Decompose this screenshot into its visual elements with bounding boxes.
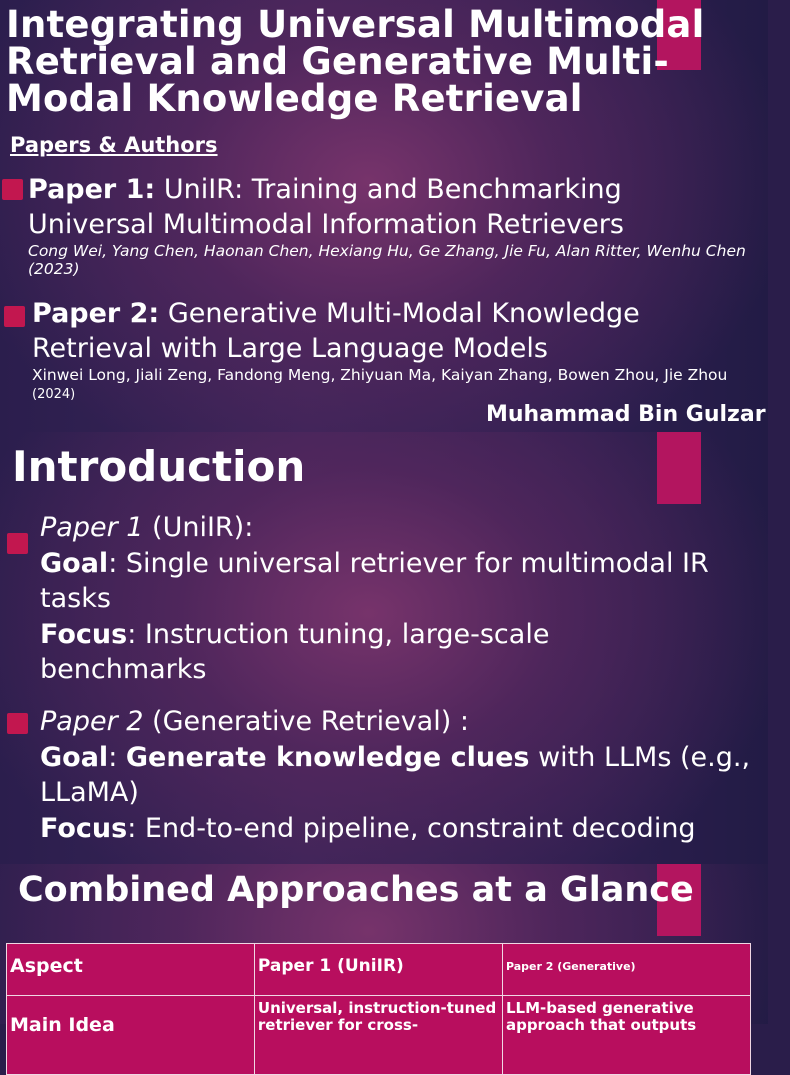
table-cell: LLM-based generative approach that outputs [502, 996, 750, 1075]
table-header-cell: Paper 2 (Generative) [502, 944, 750, 996]
table-cell: Universal, instruction-tuned retriever for cross- [254, 996, 502, 1075]
table-header-cell: Paper 1 (UniIR) [254, 944, 502, 996]
slide-introduction [0, 432, 768, 864]
bullet-square-icon [4, 306, 25, 327]
goal-separator: : [108, 741, 126, 773]
intro-paper-2-name: Paper 2 [40, 706, 144, 737]
paper-1-label: Paper 1: [28, 174, 156, 205]
table-row [7, 996, 751, 1075]
table-header-row [7, 944, 751, 996]
goal-label: Goal [40, 547, 109, 579]
intro-paper-1-focus: : Instruction tuning, large-scale benchmarks [40, 618, 550, 685]
intro-paper-2-desc: (Generative Retrieval) : [143, 706, 469, 737]
intro-item-paper-2 [40, 704, 780, 846]
paper-1-entry [28, 172, 748, 278]
intro-paper-1-name: Paper 1 [40, 512, 144, 543]
paper-2-label: Paper 2: [32, 298, 160, 329]
paper-2-entry [32, 296, 757, 404]
goal-label: Goal [40, 741, 109, 773]
combined-approaches-title: Combined Approaches at a Glance [18, 870, 694, 910]
focus-label: Focus [40, 812, 128, 844]
slide-title-text: Integrating Universal Multimodal Retrieval and Generative Multi-Modal Knowledge Retrieval [6, 3, 705, 120]
slide-title [0, 0, 768, 432]
bullet-square-icon [7, 713, 28, 734]
intro-paper-1-goal: : Single universal retriever for multimodal IR tasks [40, 547, 709, 614]
focus-label: Focus [40, 618, 128, 650]
intro-paper-1-desc: (UniIR): [143, 512, 254, 543]
comparison-table [6, 943, 751, 1075]
paper-2-title: Generative Multi-Modal Knowledge Retrieval with Large Language Models [32, 298, 640, 364]
intro-paper-2-goal-highlight: Generate knowledge clues [125, 741, 530, 773]
table-header-cell: Aspect [7, 944, 255, 996]
intro-paper-2-focus: : End-to-end pipeline, constraint decoding [127, 812, 696, 844]
paper-2-year: (2024) [32, 387, 76, 402]
presenter-name: Muhammad Bin Gulzar [486, 402, 766, 427]
intro-item-paper-1 [40, 510, 780, 688]
intro-paper-2-goal: with LLMs (e.g., LLaMA) [40, 741, 751, 808]
paper-2-authors: Xinwei Long, Jiali Zeng, Fandong Meng, Zhiyuan Ma, Kaiyan Zhang, Bowen Zhou, Jie Zhou [32, 366, 728, 384]
paper-1-authors: Cong Wei, Yang Chen, Haonan Chen, Hexiang Hu, Ge Zhang, Jie Fu, Alan Ritter, Wenhu Chen (2023) [28, 242, 746, 278]
bullet-square-icon [7, 533, 28, 554]
paper-1-title: UniIR: Training and Benchmarking Universal Multimodal Information Retrievers [28, 174, 624, 240]
slide-combined-approaches [0, 864, 768, 1036]
papers-authors-heading: Papers & Authors [10, 133, 218, 157]
introduction-title: Introduction [12, 442, 306, 491]
accent-bar [657, 432, 701, 504]
table-cell: Main Idea [7, 996, 255, 1075]
bullet-square-icon [2, 179, 23, 200]
